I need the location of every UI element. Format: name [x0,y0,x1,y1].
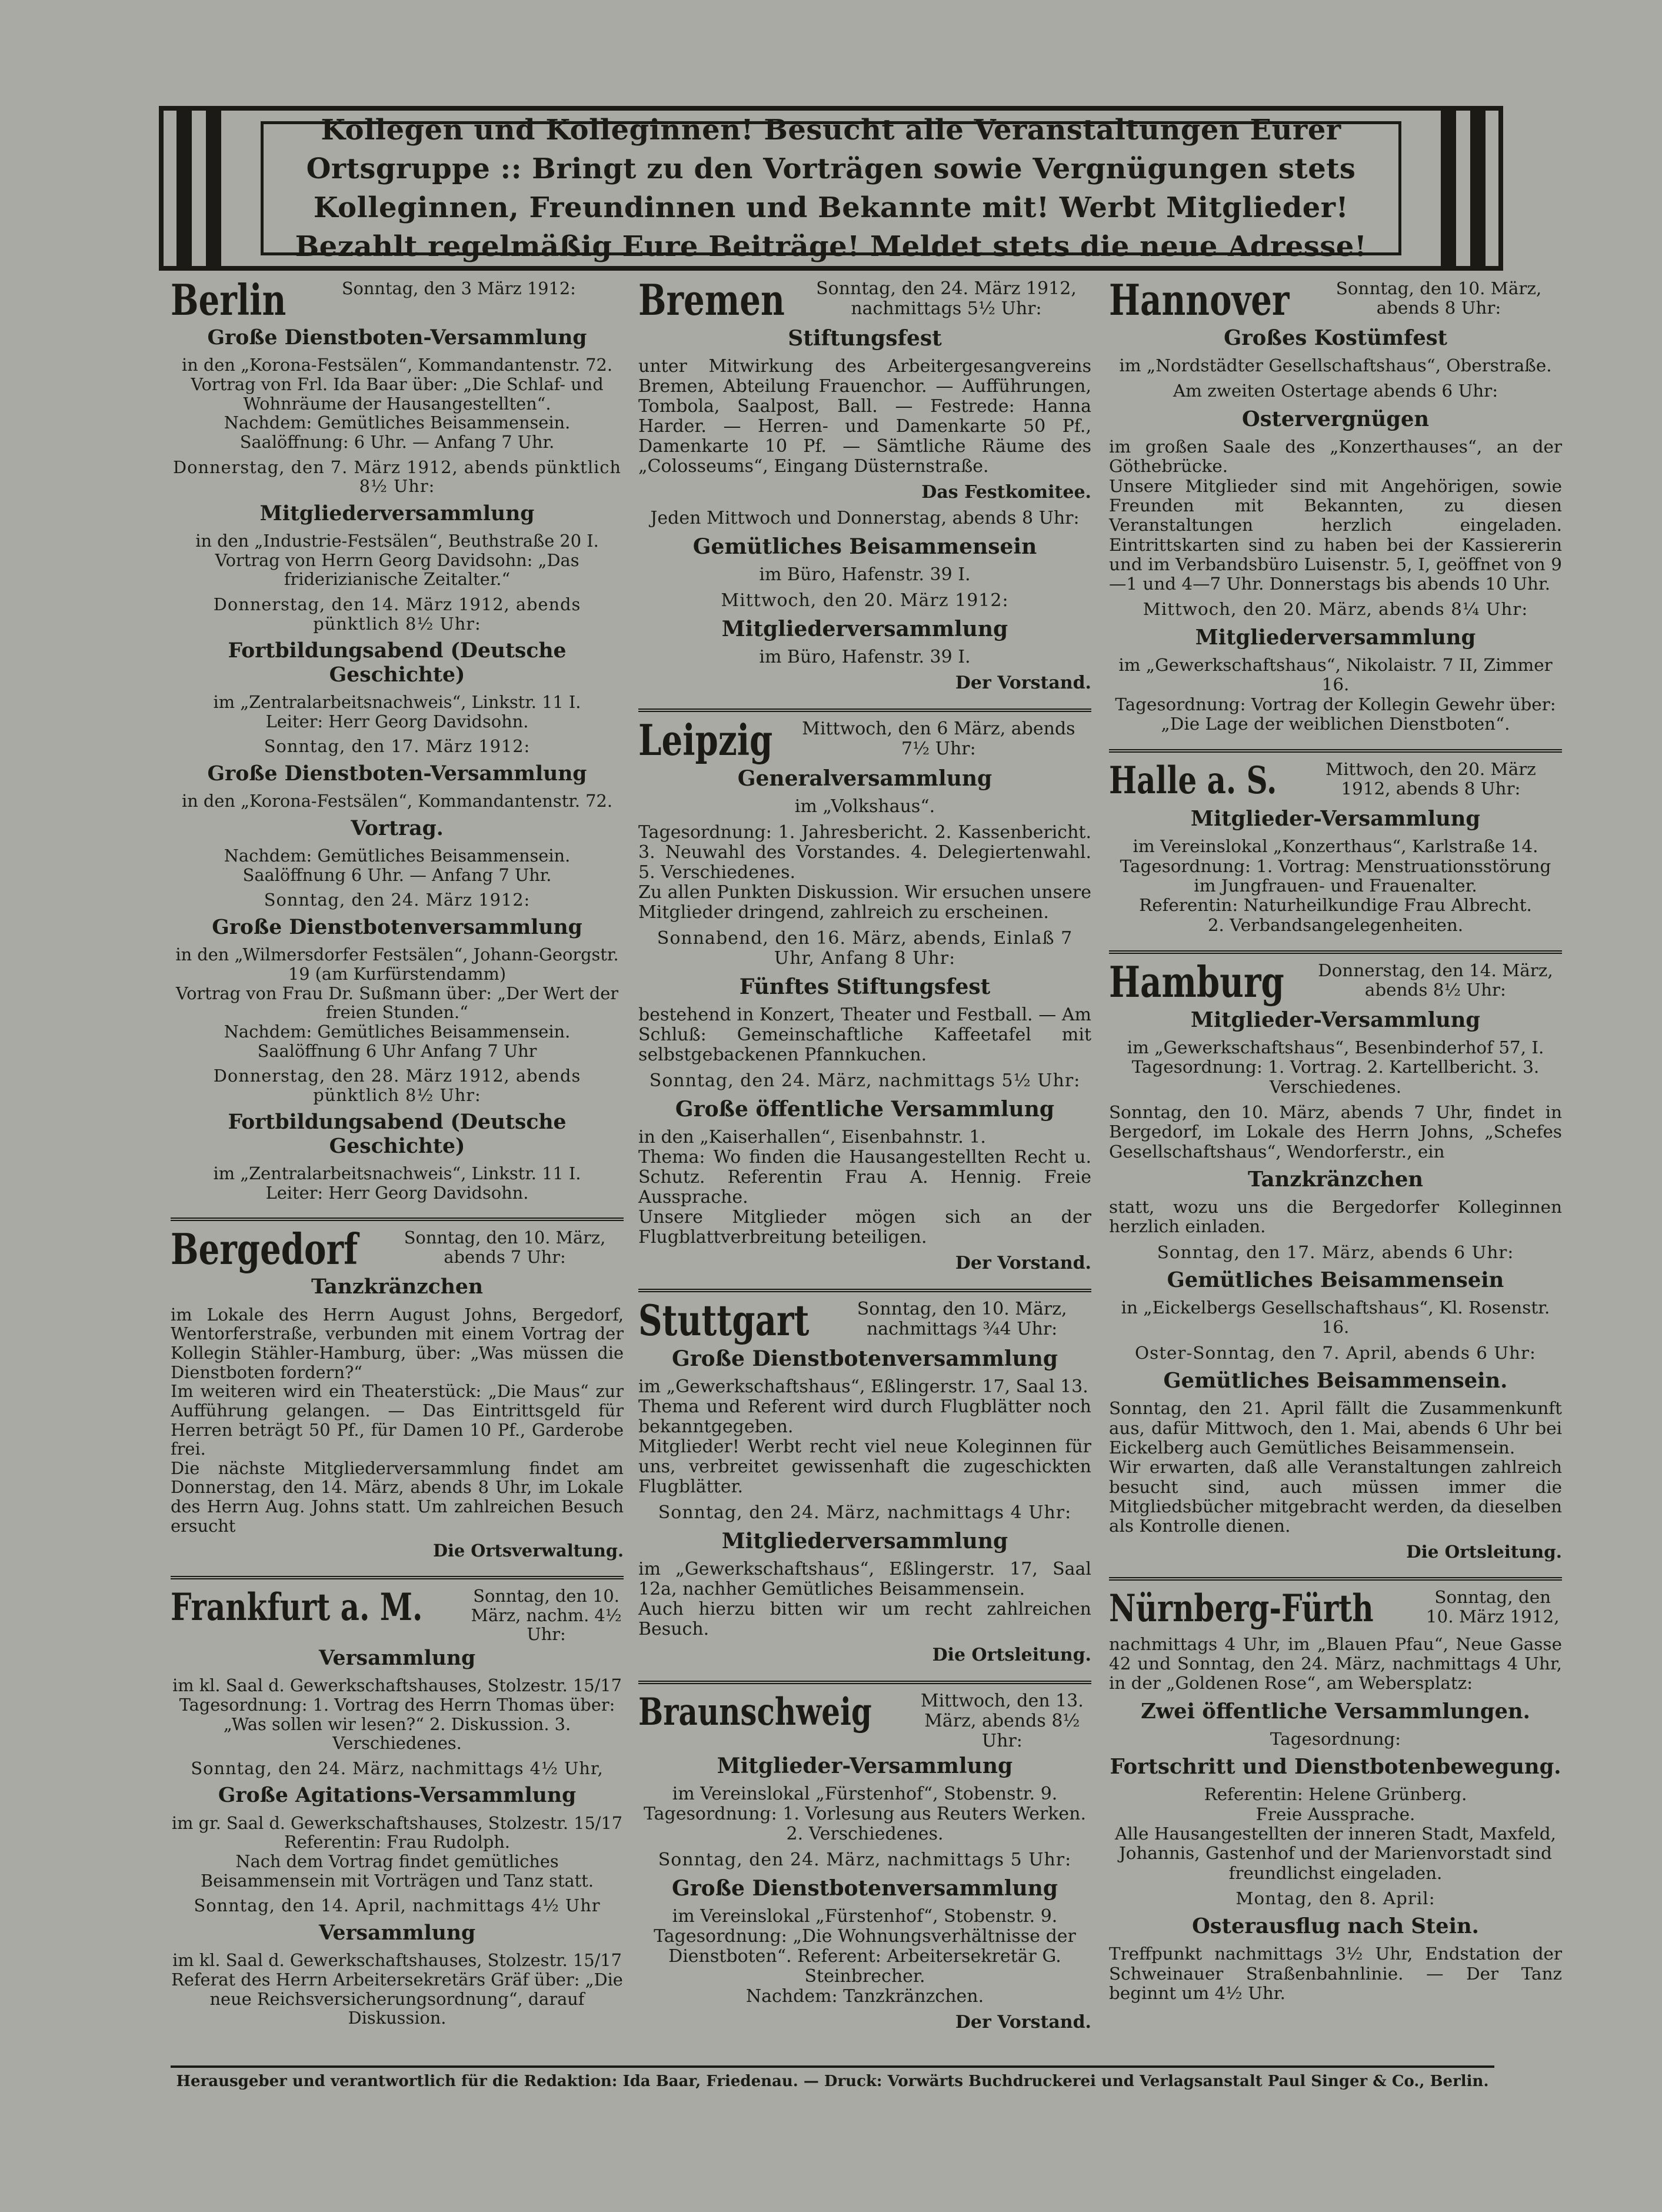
section-date: Mittwoch, den 13. März, abends 8½ Uhr: [920,1691,1084,1751]
section-date: Sonntag, den 10. März 1912, [1425,1586,1560,1627]
event-text: Am zweiten Ostertage abends 6 Uhr: [1173,381,1498,401]
event-block [1109,437,1562,594]
event-block [1109,1198,1562,1237]
event-text: nachmittags 4 Uhr, im „Blauen Pfau“, Neue Gasse 42 und Sonntag, den 24. März, nachmittags 4 Uhr, in der „Goldenen Rose“, am Webersplatz: [1109,1634,1562,1694]
event-date: Sonntag, den 24. März, nachmittags 5 Uhr: [658,1850,1072,1870]
event-text: Tagesordnung: „Die Wohnungsverhältnisse der Dienstboten“. Referent: Arbeitersekretär G. Steinbrecher. [654,1926,1076,1987]
event-title: Großes Kostümfest [1224,326,1447,350]
event-block [638,1876,1091,1901]
event-block [638,1850,1091,1870]
city-name: Braunschweig [638,1690,872,1734]
event-block [1109,1755,1562,1779]
event-title: Versammlung [318,1646,476,1670]
event-text: Referentin: Frau Rudolph. [284,1832,510,1852]
event-text: in den „Korona-Festsälen“, Kommandantenstr. 72. [182,355,612,375]
event-text: Tagesordnung: 1. Vortrag. 2. Kartellbericht. 3. Verschiedenes. [1131,1057,1540,1097]
signature: Die Ortsverwaltung. [433,1541,624,1561]
event-text: Leiter: Herr Georg Davidsohn. [265,1182,529,1203]
event-text: Freie Aussprache. [1255,1804,1415,1824]
event-date: Mittwoch, den 20. März, abends 8¼ Uhr: [1143,599,1528,620]
event-title: Osterausflug nach Stein. [1192,1914,1479,1939]
event-title: Versammlung [318,1921,476,1945]
event-block [638,766,1091,791]
event-block [171,846,624,884]
event-block [638,534,1091,559]
event-block [638,1529,1091,1554]
event-text: Zu allen Punkten Diskussion. Wir ersuchen unsere Mitglieder dringend, zahlreich zu erscheinen. [638,882,1091,923]
section-hannover [1109,277,1562,743]
section-stuttgart [638,1289,1091,1675]
event-block [1109,1369,1562,1393]
city-name: Nürnberg-Fürth [1109,1586,1374,1631]
event-text: Referentin: Helene Grünberg. [1204,1784,1467,1805]
event-text: im kl. Saal d. Gewerkschaftshauses, Stolzestr. 15/17 [172,1675,622,1696]
event-text: Alle Hausangestellten der inneren Stadt, Maxfeld, Johannis, Gastenhof und der Marienvorstadt sind freundlichst eingeladen. [1115,1823,1556,1883]
event-text: Jeden Mittwoch und Donnerstag, abends 8 Uhr: [650,508,1080,528]
event-date: Sonnabend, den 16. März, abends, Einlaß 7 Uhr, Anfang 8 Uhr: [657,928,1073,969]
event-block [171,502,624,525]
event-date: Mittwoch, den 20. März 1912: [721,590,1009,611]
column-middle [638,277,1091,2042]
city-name: Leipzig [638,715,773,765]
event-text: im Vereinslokal „Konzerthaus“, Karlstraße 14. [1133,836,1538,857]
event-block [171,1646,624,1670]
event-block [1109,1008,1562,1032]
city-name: Hamburg [1109,956,1284,1007]
event-block [638,1346,1091,1371]
event-block [171,1784,624,1807]
event-text: Tagesordnung: 1. Vorlesung aus Reuters Werken. 2. Verschiedenes. [643,1804,1087,1844]
signature: Das Festkomitee. [921,482,1091,503]
event-title: Tanzkränzchen [311,1275,484,1299]
city-name: Hannover [1109,275,1290,325]
event-block [638,929,1091,969]
event-title: Mitgliederversammlung [1195,625,1476,650]
event-title: Fortbildungsabend (Deutsche Geschichte) [228,639,567,687]
section-header [1109,277,1562,324]
city-name: Bremen [638,275,785,325]
event-block [171,1951,624,2028]
city-name: Berlin [171,275,287,325]
event-block [1109,600,1562,619]
event-block [1109,1268,1562,1292]
event-date: Donnerstag, den 14. März 1912, abends pünktlich 8½ Uhr: [213,594,581,634]
event-title: Große Dienstbotenversammlung [671,1346,1058,1371]
event-text: im „Zentralarbeitsnachweis“, Linkstr. 11 I. [213,691,581,712]
section-header [638,1689,1091,1751]
event-block [1109,1785,1562,1883]
event-block [1109,1343,1562,1363]
event-block [638,357,1091,477]
section-header [1109,1585,1562,1632]
section-berlin [171,277,624,1212]
event-text: Unsere Mitglieder sind mit Angehörigen, sowie Freunden mit Bekannten, zu diesen Veranstaltungen herzlich eingeladen. Eintrittskarten sind zu haben bei der Kassiererin und im Verbandsbüro Luisenstr. 5, I, geöffnet von 9—1 und 4—7 Uhr. Donnerstags bis abends 10 Uhr. [1109,475,1562,594]
event-block [1109,1944,1562,2003]
event-text: Sonntag, den 21. April fällt die Zusammenkunft aus, dafür Mittwoch, den 1. Mai, abends 6 Uhr bei Eickelberg auch Gemütliches Beisammensein. [1109,1398,1562,1458]
event-title: Fortschritt und Dienstbotenbewegung. [1110,1755,1561,1779]
event-text: Sonntag, den 10. März, abends 7 Uhr, findet in Bergedorf, im Lokale des Herrn Johns, „Schefes Gesellschaftshaus“, Wendorferstr., ein [1109,1102,1562,1162]
event-block [1109,326,1562,350]
signature: Die Ortsleitung. [932,1645,1091,1665]
event-block [171,1164,624,1202]
event-text: Thema: Wo finden die Hausangestellten Recht u. Schutz. Referentin Frau A. Hennig. Freie Aussprache. [638,1147,1091,1208]
section-halle-a-s- [1109,749,1562,944]
event-title: Mitgliederversammlung [721,617,1008,641]
event-title: Gemütliches Beisammensein [1167,1268,1504,1292]
event-block [1109,407,1562,431]
event-text: im „Zentralarbeitsnachweis“, Linkstr. 11 I. [213,1163,581,1184]
city-name: Frankfurt a. M. [171,1585,423,1630]
event-block [638,617,1091,641]
event-block [171,1066,624,1105]
event-block [1109,1103,1562,1162]
section-date: Donnerstag, den 14. März, abends 8½ Uhr: [1318,960,1553,1000]
event-block [1109,1038,1562,1097]
event-title: Zwei öffentliche Versammlungen. [1141,1699,1530,1724]
event-text: Thema und Referent wird durch Flugblätter noch bekanntgegeben. [638,1396,1091,1437]
event-title: Große Dienstboten-Versammlung [207,761,587,786]
event-text: Tagesordnung: 1. Vortrag des Herrn Thomas über: „Was sollen wir lesen?“ 2. Diskussion. 3. Verschiedenes. [179,1694,615,1754]
event-block [171,1759,624,1778]
event-block [171,1541,624,1561]
event-title: Generalversammlung [737,766,992,791]
section-frankfurt-a-m- [171,1576,624,2037]
event-text: im „Volkshaus“. [794,796,935,817]
event-block [1109,1635,1562,1694]
event-date: Sonntag, den 24. März, nachmittags 4½ Uhr, [191,1758,604,1778]
event-title: Gemütliches Beisammensein [692,534,1037,559]
event-text: Nachdem: Gemütliches Beisammensein. [224,413,571,433]
section-date: Sonntag, den 10. März, abends 7 Uhr: [404,1228,606,1268]
event-title: Ostervergnügen [1241,407,1430,431]
event-date: Sonntag, den 14. April, nachmittags 4½ Uhr [194,1895,601,1916]
event-block [171,531,624,589]
event-block [171,1814,624,1891]
event-title: Mitglieder-Versammlung [1190,1007,1481,1032]
signature: Die Ortsleitung. [1406,1541,1562,1562]
event-date: Oster-Sonntag, den 7. April, abends 6 Uhr: [1135,1342,1536,1363]
section-bremen [638,277,1091,703]
section-date: Sonntag, den 3 März 1912: [341,278,576,298]
city-name: Stuttgart [638,1295,810,1345]
section-date: Sonntag, den 10. März, abends 8 Uhr: [1335,278,1542,318]
event-date: Sonntag, den 24. März 1912: [264,890,531,910]
event-block [638,508,1091,528]
event-text: im „Gewerkschaftshaus“, Besenbinderhof 57, I. [1127,1037,1544,1058]
event-block [171,595,624,633]
event-block [171,945,624,1060]
section-hamburg [1109,950,1562,1571]
event-block [171,1676,624,1753]
event-block [638,647,1091,667]
event-text: Vortrag von Frau Dr. Sußmann über: „Der Wert der freien Stunden.“ [175,983,619,1023]
event-block [1109,1298,1562,1338]
event-title: Mitgliederversammlung [721,1529,1008,1554]
event-text: im „Nordstädter Gesellschaftshaus“, Oberstraße. [1119,355,1552,376]
event-date: Sonntag, den 24. März, nachmittags 5½ Uhr: [649,1070,1081,1091]
event-text: Unsere Mitglieder mögen sich an der Flugblattverbreitung beteiligen. [638,1207,1091,1248]
event-text: Saalöffnung 6 Uhr Anfang 7 Uhr [257,1040,537,1061]
event-block [171,1896,624,1915]
event-block [638,673,1091,693]
section-bergedorf [171,1218,624,1570]
event-text: in den „Kaiserhallen“, Eisenbahnstr. 1. [638,1127,986,1147]
event-block [638,1253,1091,1273]
event-text: in „Eickelbergs Gesellschaftshaus“, Kl. Rosenstr. 16. [1121,1298,1550,1338]
section-header [171,1584,624,1644]
event-block [1109,381,1562,401]
event-title: Große Dienstboten-Versammlung [207,326,587,350]
event-block [1109,1914,1562,1938]
event-text: in den „Industrie-Festsälen“, Beuthstraße 20 I. [195,531,599,551]
event-block [638,1784,1091,1844]
event-block [1109,1542,1562,1561]
event-text: bestehend in Konzert, Theater und Festball. — Am Schluß: Gemeinschaftliche Kaffeetafel mit selbstgebackenen Pfannkuchen. [638,1004,1091,1065]
banner [159,106,1503,271]
event-block [638,326,1091,351]
event-text: im „Gewerkschaftshaus“, Eßlingerstr. 17, Saal 13. [638,1376,1088,1397]
section-header [1109,757,1562,804]
event-title: Mitglieder-Versammlung [717,1754,1013,1778]
event-title: Mitglieder-Versammlung [1190,807,1481,831]
section-leipzig [638,708,1091,1283]
event-date: Montag, den 8. April: [1235,1888,1435,1908]
event-block [171,355,624,451]
section-header [171,277,624,324]
event-text: 2. Verbandsangelegenheiten. [1207,914,1464,935]
event-text: statt, wozu uns die Bergedorfer Kolleginnen herzlich einladen. [1109,1197,1562,1237]
event-title: Vortrag. [351,816,444,840]
event-title: Mitgliederversammlung [259,501,535,525]
event-block [638,1754,1091,1778]
event-date: Donnerstag, den 28. März 1912, abends pünktlich 8½ Uhr: [213,1066,581,1105]
event-text: Nachdem: Gemütliches Beisammensein. [224,846,571,866]
event-date: Sonntag, den 17. März, abends 6 Uhr: [1157,1242,1514,1262]
event-block [1109,1889,1562,1908]
event-block [638,1071,1091,1091]
event-block [638,1005,1091,1065]
event-text: Tagesordnung: 1. Vortrag: Menstruationsstörung im Jungfrauen- und Frauenalter. [1120,856,1551,896]
event-block [171,791,624,811]
city-name: Halle a. S. [1109,759,1277,803]
event-block [1109,1399,1562,1536]
section-date: Mittwoch, den 20. März 1912, abends 8 Uhr: [1325,759,1536,799]
event-text: im „Gewerkschaftshaus“, Nikolaistr. 7 II, Zimmer 16. [1118,654,1553,695]
event-block [638,483,1091,503]
event-date: Sonntag, den 24. März, nachmittags 4 Uhr: [658,1502,1072,1523]
section-date: Sonntag, den 10. März, nachmittags ¾4 Uhr: [857,1299,1067,1339]
event-text: im großen Saale des „Konzerthauses“, an der Göthebrücke. [1109,436,1562,477]
event-text: Tagesordnung: 1. Jahresbericht. 2. Kassenbericht. 3. Neuwahl des Vorstandes. 4. Delegiertenwahl. 5. Verschiedenes. [638,822,1091,883]
event-block [171,1305,624,1536]
event-text: Nach dem Vortrag findet gemütliches Beisammensein mit Vorträgen und Tanz statt. [201,1851,594,1891]
event-block [171,1110,624,1158]
section-header [638,1297,1091,1344]
event-text: in den „Korona-Festsälen“, Kommandantenstr. 72. [182,791,612,811]
event-text: im kl. Saal d. Gewerkschaftshauses, Stolzestr. 15/17 [172,1950,622,1971]
event-text: Treffpunkt nachmittags 3½ Uhr, Endstation der Schweinauer Straßenbahnlinie. — Der Tanz beginnt um 4½ Uhr. [1109,1944,1562,2003]
event-block [171,326,624,350]
event-text: Referat des Herrn Arbeitersekretärs Gräf über: „Die neue Reichsversicherungsordnung“, darauf Diskussion. [171,1969,623,2028]
banner-text: Kollegen und Kolleginnen! Besucht alle Veranstaltungen Eurer Ortsgruppe :: Bringt zu den Vorträgen sowie Vergnügungen stets Kolleginnen, Freundinnen und Bekannte mit! Werbt Mitglieder! Bezahlt regelmäßig Eure Beiträge! Meldet stets die neue Adresse! [295,114,1367,263]
event-block [171,817,624,840]
event-text: Saalöffnung 6 Uhr. — Anfang 7 Uhr. [242,864,552,885]
event-block [171,1275,624,1299]
event-text: in den „Wilmersdorfer Festsälen“, Johann-Georgstr. 19 (am Kurfürstendamm) [175,944,619,984]
section-nürnberg-fürth [1109,1577,1562,2013]
event-block [1109,656,1562,734]
event-block [638,1907,1091,2007]
event-block [171,762,624,786]
event-text: Die nächste Mitgliederversammlung findet am Donnerstag, den 14. März, abends 8 Uhr, im Lokale des Herrn Aug. Johns statt. Um zahlreichen Besuch ersucht [171,1458,624,1536]
event-block [638,591,1091,611]
event-title: Fortbildungsabend (Deutsche Geschichte) [228,1110,567,1158]
column-right [1109,277,1562,2013]
event-block [171,1921,624,1945]
event-block [1109,1243,1562,1262]
event-date: Donnerstag, den 7. März 1912, abends pünktlich 8½ Uhr: [173,457,621,497]
event-title: Große Dienstbotenversammlung [212,916,582,940]
event-block [638,823,1091,923]
event-block [638,1645,1091,1665]
signature: Der Vorstand. [955,1253,1091,1273]
event-text: Im weiteren wird ein Theaterstück: „Die Maus“ zur Aufführung gelangen. — Das Eintrittsgeld für Herren beträgt 50 Pf., für Damen 10 Pf., Garderobe frei. [171,1381,624,1459]
imprint-footer: Herausgeber und verantwortlich für die Redaktion: Ida Baar, Friedenau. — Druck: Vorwärts Buchdruckerei und Verlagsanstalt Paul Singer & Co., Berlin. [171,2065,1494,2090]
signature: Der Vorstand. [955,2012,1091,2033]
event-block [1109,807,1562,831]
event-block [1109,626,1562,650]
event-block [1109,1167,1562,1192]
event-block [1109,1729,1562,1749]
event-text: im Büro, Hafenstr. 39 I. [759,564,971,585]
event-block [1109,837,1562,935]
section-date: Sonntag, den 24. März 1912, nachmittags 5½ Uhr: [816,278,1077,319]
event-text: im Büro, Hafenstr. 39 I. [759,647,971,667]
event-block [171,916,624,939]
event-title: Fünftes Stiftungsfest [739,974,991,999]
section-header [1109,956,1562,1007]
event-text: Vortrag von Frl. Ida Baar über: „Die Schlaf- und Wohnräume der Hausangestellten“. [191,374,604,414]
event-block [638,1503,1091,1523]
event-text: Nachdem: Tanzkränzchen. [745,1986,984,2007]
section-header [638,717,1091,764]
event-block [1109,356,1562,375]
event-title: Stiftungsfest [788,326,942,351]
event-text: Wir erwarten, daß alle Veranstaltungen zahlreich besucht sind, auch müssen immer die Mitgliedsbücher mitgebracht werden, da dieselben als Kontrolle dienen. [1109,1457,1562,1536]
event-block [638,974,1091,999]
event-block [638,1559,1091,1639]
event-text: im Vereinslokal „Fürstenhof“, Stobenstr. 9. [672,1906,1058,1927]
section-date: Sonntag, den 10. März, nachm. 4½ Uhr: [471,1586,622,1645]
event-text: im Vereinslokal „Fürstenhof“, Stobenstr. 9. [672,1784,1058,1804]
event-text: Mitglieder! Werbt recht viel neue Koleginnen für uns, verbreitet gewissenhaft die zugeschickten Flugblätter. [638,1436,1091,1497]
section-braunschweig [638,1681,1091,2042]
event-block [171,737,624,756]
event-text: Auch hierzu bitten wir um recht zahlreichen Besuch. [638,1599,1091,1639]
event-text: im „Gewerkschaftshaus“, Eßlingerstr. 17, Saal 12a, nachher Gemütliches Beisammensein. [638,1559,1091,1599]
event-text: Nachdem: Gemütliches Beisammensein. [224,1021,571,1042]
event-title: Große öffentliche Versammlung [675,1097,1055,1122]
event-block [171,890,624,910]
event-block [1109,1699,1562,1724]
event-block [638,1127,1091,1248]
section-date: Mittwoch, den 6 März, abends 7½ Uhr: [802,719,1075,759]
column-left [171,277,624,2037]
event-block [638,1377,1091,1497]
event-text: unter Mitwirkung des Arbeitergesangvereins Bremen, Abteilung Frauenchor. — Aufführungen, Tombola, Saalpost, Ball. — Festrede: Hanna Harder. — Herren- und Damenkarte 50 Pf., Damenkarte 10 Pf. — Sämtliche Räume des „Colosseums“, Eingang Düsternstraße. [638,356,1091,477]
event-block [171,458,624,496]
event-block [638,797,1091,817]
event-block [171,639,624,687]
event-text: Referentin: Naturheilkundige Frau Albrecht. [1139,895,1532,916]
event-text: Leiter: Herr Georg Davidsohn. [265,711,529,731]
event-text: Tagesordnung: Vortrag der Kollegin Gewehr über: „Die Lage der weiblichen Dienstboten“. [1115,694,1556,734]
event-title: Große Agitations-Versammlung [218,1784,577,1808]
banner-frame [261,114,1401,263]
event-title: Große Dienstbotenversammlung [671,1876,1058,1901]
city-name: Bergedorf [171,1224,358,1275]
section-header [171,1226,624,1273]
event-block [638,1097,1091,1122]
event-block [171,693,624,731]
event-text: im Lokale des Herrn August Johns, Bergedorf, Wentorferstraße, verbunden mit einem Vortrag der Kollegin Stähler-Hamburg, über: „Was müssen die Dienstboten fordern?“ [171,1304,624,1382]
event-date: Sonntag, den 17. März 1912: [264,736,531,757]
section-header [638,277,1091,324]
signature: Der Vorstand. [955,673,1091,693]
event-text: Tagesordnung: [1270,1728,1401,1749]
event-text: im gr. Saal d. Gewerkschaftshauses, Stolzestr. 15/17 [171,1812,623,1833]
event-title: Gemütliches Beisammensein. [1163,1369,1508,1393]
event-block [638,565,1091,585]
event-title: Tanzkränzchen [1247,1167,1424,1192]
event-text: Vortrag von Herrn Georg Davidsohn: „Das friderizianische Zeitalter.“ [215,550,579,590]
event-text: Saalöffnung: 6 Uhr. — Anfang 7 Uhr. [239,431,555,452]
event-block [638,2013,1091,2033]
